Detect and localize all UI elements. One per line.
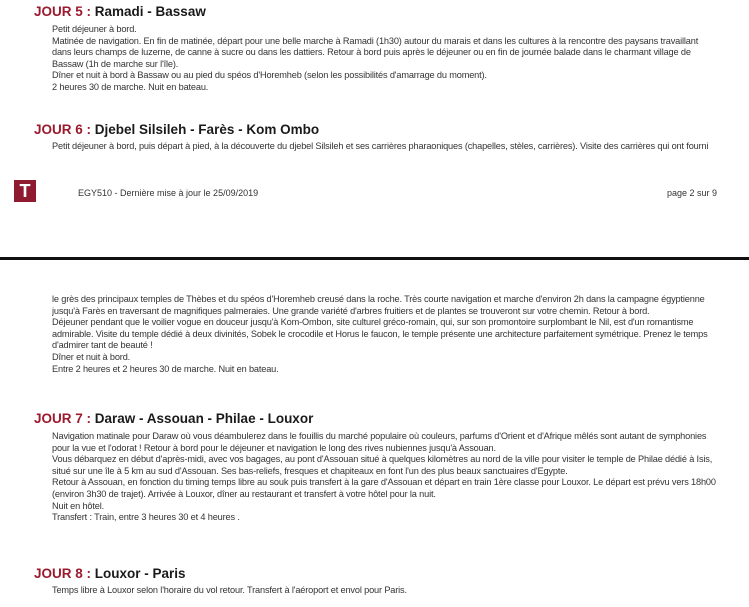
continuation-line: jusqu'à Farès en traversant de magnifiques palmeraies. Une grande variété d'arbres fruitiers et de plantes se trouveront sur votre chemin. Retour à bord. <box>52 305 650 316</box>
day-7-line: Nuit en hôtel. <box>52 500 105 511</box>
day-7-line: Vous débarquez en début d'après-midi, avec vos bagages, au pont d'Assouan situé à quelques kilomètres au nord de la ville pour visiter le temple de Philae dédié à Isis, <box>52 454 713 465</box>
day-7-heading <box>34 411 313 426</box>
footer-page-number: page 2 sur 9 <box>667 188 718 198</box>
page-divider <box>0 257 749 260</box>
continuation-line: le grès des principaux temples de Thèbes et du spéos d'Horemheb creusé dans la roche. Très courte navigation et marche d'environ 2h dans la campagne égyptienne <box>52 294 705 304</box>
day-5-line: Dîner et nuit à bord à Bassaw ou au pied du spéos d'Horemheb (selon les possibilités d'amarrage du moment). <box>52 70 487 81</box>
day-5-line: Bassaw (1h de marche sur l'île). <box>52 58 179 69</box>
day-8-heading <box>34 566 186 581</box>
day-5-line: Matinée de navigation. En fin de matinée, départ pour une belle marche à Ramadi (1h30) autour du marais et dans les cultures à la rencontre des paysans travaillant <box>52 35 699 46</box>
day-8-line: Temps libre à Louxor selon l'horaire du vol retour. Transfert à l'aéroport et envol pour Paris. <box>52 585 407 595</box>
continuation-line: admirable. Visite du temple dédié à deux divinités, Sobek le crocodile et Horus le faucon, le temple présente une architecture parfaitement symétrique. Prenez le temps <box>52 328 708 339</box>
day-7-line: (environ 3h30 de trajet). Arrivée à Louxor, dîner au restaurant et transfert à votre hôtel pour la nuit. <box>52 488 436 499</box>
day-6-line: Petit déjeuner à bord, puis départ à pied, à la découverte du djebel Silsileh et ses carrières pharaoniques (chapelles, stèles, carrières). Visite des carrières qui ont fourni <box>52 141 709 151</box>
day-6-continuation <box>52 294 730 375</box>
day-7-line: situé sur une île à 5 km au sud d'Assouan. Ses bas-reliefs, fresques et chapiteaux en font l'un des plus beaux sanctuaires d'Egypte. <box>52 465 568 476</box>
day-6-description <box>52 141 730 153</box>
day-6-heading <box>34 122 319 137</box>
day-7-line: Retour à Assouan, en fonction du timing temps libre au souk puis transfert à la gare d'Assouan et départ en train 1ère classe pour Louxor. Le départ est prévu vers 18h00 <box>52 477 716 488</box>
continuation-line: Dîner et nuit à bord. <box>52 351 131 362</box>
day-7-description <box>52 431 730 524</box>
day-7-line: pour la vue et l'odorat ! Retour à bord pour le déjeuner et navigation le long des rives nubiennes jusqu'à Assouan. <box>52 442 496 453</box>
day-5-heading <box>34 4 206 19</box>
day-5-title: Ramadi - Bassaw <box>94 4 206 19</box>
day-5-line: 2 heures 30 de marche. Nuit en bateau. <box>52 81 209 92</box>
day-7-line: Transfert : Train, entre 3 heures 30 et 4 heures . <box>52 512 240 523</box>
continuation-line: d'admirer tant de beauté ! <box>52 340 153 351</box>
brand-logo <box>14 180 36 202</box>
day-5-line: dans leurs champs de luzerne, de canne à sucre ou dans les dattiers. Retour à bord puis après le déjeuner ou en fin de journée balade dans le charmant village de <box>52 47 691 58</box>
brand-logo-letter: T <box>19 180 31 201</box>
continuation-line: Entre 2 heures et 2 heures 30 de marche. Nuit en bateau. <box>52 363 279 374</box>
day-8-description <box>52 585 730 597</box>
day-6-number: JOUR 6 : <box>34 122 92 137</box>
day-8-number: JOUR 8 : <box>34 566 92 581</box>
day-5-number: JOUR 5 : <box>34 4 92 19</box>
day-6-title: Djebel Silsileh - Farès - Kom Ombo <box>94 122 320 137</box>
day-7-number: JOUR 7 : <box>34 411 92 426</box>
day-7-title: Daraw - Assouan - Philae - Louxor <box>94 411 314 426</box>
day-8-title: Louxor - Paris <box>94 566 186 581</box>
day-7-line: Navigation matinale pour Daraw où vous déambulerez dans le fouillis du marché populaire où couleurs, parfums d'Orient et d'Afrique mêlés sont autant de symphonies <box>52 431 707 441</box>
footer-reference: EGY510 - Dernière mise à jour le 25/09/2019 <box>78 188 259 198</box>
day-5-line: Petit déjeuner à bord. <box>52 24 137 34</box>
continuation-line: Déjeuner pendant que le voilier vogue en douceur jusqu'à Kom-Ombon, site culturel gréco-romain, qui, sur son promontoire surplombant le Nil, est d'un romantisme <box>52 317 694 328</box>
day-5-description <box>52 24 730 94</box>
